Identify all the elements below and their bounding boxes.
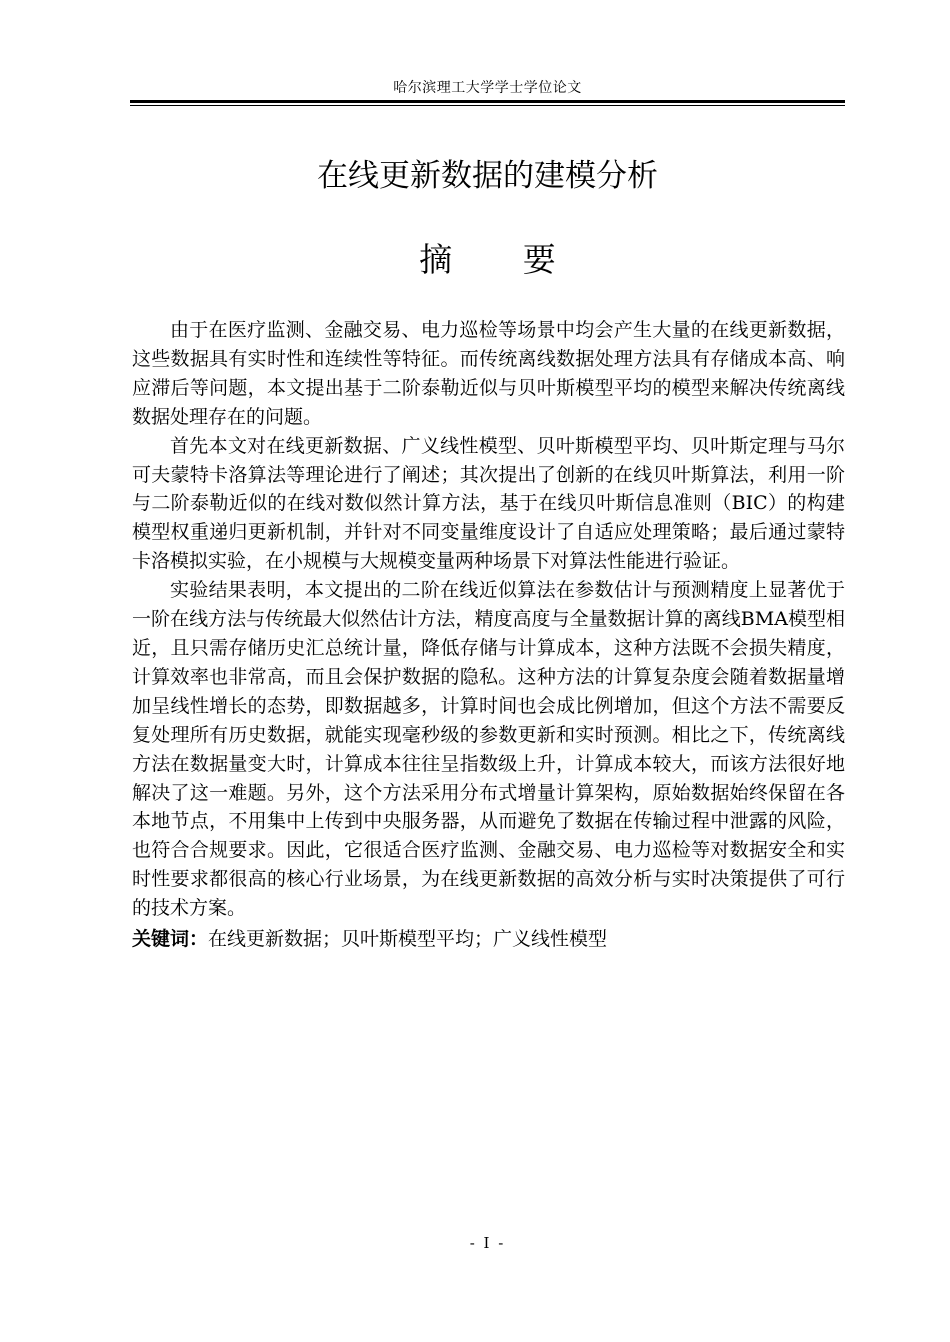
- running-header: 哈尔滨理工大学学士学位论文: [393, 80, 582, 96]
- abstract-paragraph-1: 由于在医疗监测、金融交易、电力巡检等场景中均会产生大量的在线更新数据，这些数据具有实时性和连续性等特征。而传统离线数据处理方法具有存储成本高、响应滞后等问题，本文提出基于二阶泰勒近似与贝叶斯模型平均的模型来解决传统离线数据处理存在的问题。: [132, 319, 845, 428]
- header-rule: [130, 100, 845, 103]
- keywords-label: 关键词：: [132, 928, 209, 950]
- keywords-line: [132, 925, 845, 953]
- page-number: - I -: [469, 1234, 506, 1252]
- abstract-heading: 摘 要: [419, 240, 586, 279]
- header-rule-thin: [130, 105, 845, 106]
- abstract-paragraph-3: 实验结果表明，本文提出的二阶在线近似算法在参数估计与预测精度上显著优于一阶在线方法与传统最大似然估计方法，精度高度与全量数据计算的离线BMA模型相近，且只需存储历史汇总统计量，降低存储与计算成本，这种方法既不会损失精度，计算效率也非常高，而且会保护数据的隐私。这种方法的计算复杂度会随着数据量增加呈线性增长的态势，即数据越多，计算时间也会成比例增加，但这个方法不需要反复处理所有历史数据，就能实现毫秒级的参数更新和实时预测。相比之下，传统离线方法在数据量变大时，计算成本往往呈指数级上升，计算成本较大，而该方法很好地解决了这一难题。另外，这个方法采用分布式增量计算架构，原始数据始终保留在各本地节点，不用集中上传到中央服务器，从而避免了数据在传输过程中泄露的风险，也符合合规要求。因此，它很适合医疗监测、金融交易、电力巡检等对数据安全和实时性要求都很高的核心行业场景，为在线更新数据的高效分析与实时决策提供了可行的技术方案。: [132, 579, 845, 920]
- abstract-body: [132, 316, 845, 923]
- abstract-paragraph-2: 首先本文对在线更新数据、广义线性模型、贝叶斯模型平均、贝叶斯定理与马尔可夫蒙特卡洛算法等理论进行了阐述；其次提出了创新的在线贝叶斯算法，利用一阶与二阶泰勒近似的在线对数似然计算方法，基于在线贝叶斯信息准则（BIC）的构建模型权重递归更新机制，并针对不同变量维度设计了自适应处理策略；最后通过蒙特卡洛模拟实验，在小规模与大规模变量两种场景下对算法性能进行验证。: [132, 434, 845, 573]
- paper-title: 在线更新数据的建模分析: [317, 158, 658, 194]
- keywords-text: 在线更新数据；贝叶斯模型平均；广义线性模型: [208, 928, 608, 950]
